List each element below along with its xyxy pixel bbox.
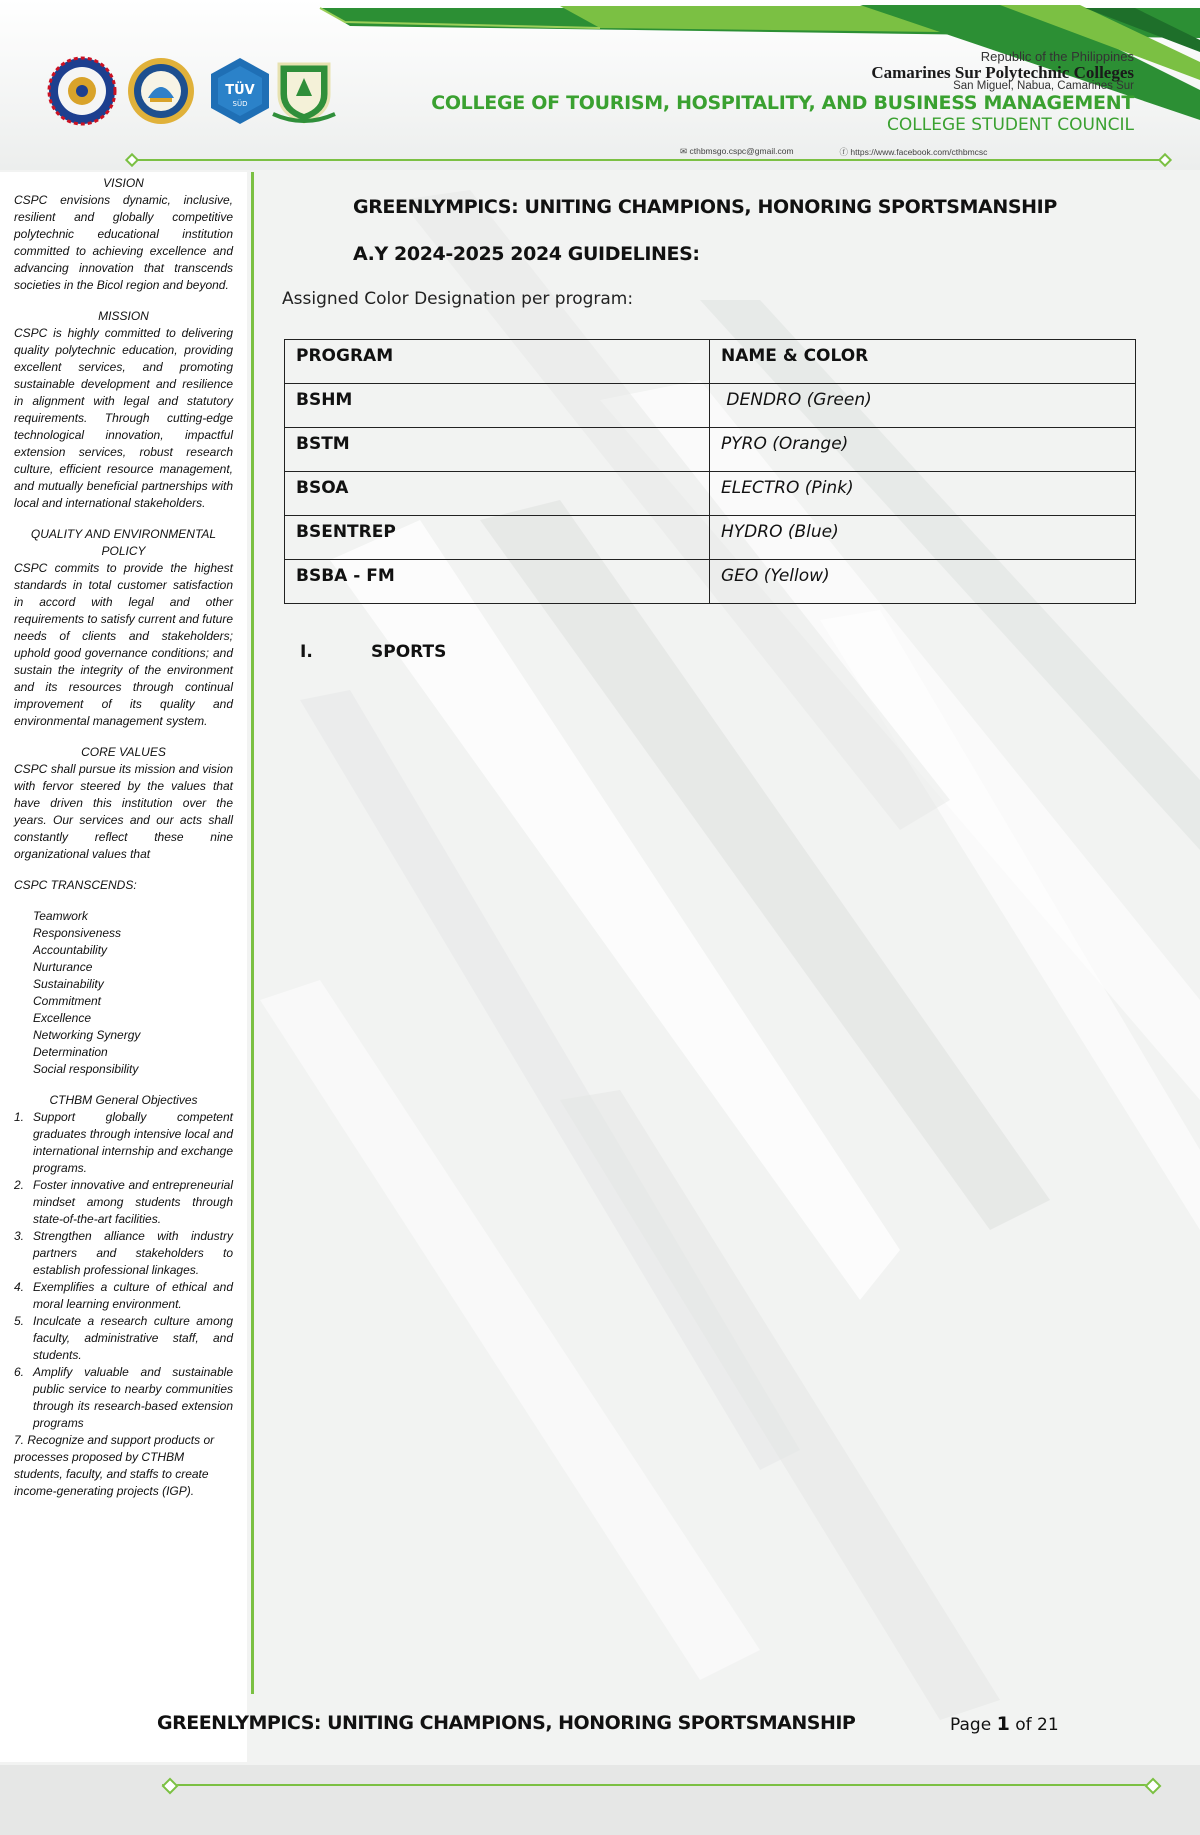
header-contacts — [680, 146, 1100, 158]
column-header-program: PROGRAM — [285, 340, 710, 384]
footer-divider — [162, 1784, 1157, 1786]
color-cell: HYDRO (Blue) — [710, 516, 1136, 560]
program-cell: BSTM — [285, 428, 710, 472]
college-shield-logo — [269, 56, 339, 126]
list-item: Responsiveness — [33, 926, 122, 940]
transcends-heading: CSPC TRANSCENDS: — [14, 878, 137, 892]
mission-heading: MISSION — [98, 309, 149, 323]
list-item: Nurturance — [33, 960, 93, 974]
list-item: 2. Foster innovative and entrepreneurial mindset among students through state-of-the-art facilities. — [14, 1178, 233, 1226]
current-page: 1 — [996, 1713, 1010, 1735]
header-school-name: Camarines Sur Polytechnic Colleges — [871, 63, 1134, 82]
list-item: Teamwork — [33, 909, 88, 923]
footer-title: GREENLYMPICS: UNITING CHAMPIONS, HONORING SPORTSMANSHIP — [157, 1712, 856, 1734]
list-item: Networking Synergy — [33, 1028, 141, 1042]
list-item: 3. Strengthen alliance with industry partners and stakeholders to establish professional linkages. — [14, 1229, 233, 1277]
header-college-name: COLLEGE OF TOURISM, HOSPITALITY, AND BUSINESS MANAGEMENT — [431, 92, 1134, 114]
sidebar-divider — [251, 172, 254, 1694]
header-address: San Miguel, Nabua, Camarines Sur — [953, 80, 1134, 92]
objectives-list — [14, 1109, 233, 1432]
core-values-heading: CORE VALUES — [81, 745, 166, 759]
section-title: SPORTS — [371, 642, 447, 662]
table-row — [285, 428, 1136, 472]
program-cell: BSENTREP — [285, 516, 710, 560]
table-row — [285, 516, 1136, 560]
facebook-icon: ⓕ — [839, 147, 851, 157]
sidebar-panel — [0, 172, 247, 1762]
values-list — [14, 908, 233, 1078]
color-cell: ELECTRO (Pink) — [710, 472, 1136, 516]
tuv-sud-certification-logo — [205, 56, 275, 126]
institution-seal-logo — [126, 56, 196, 126]
program-cell: BSBA - FM — [285, 560, 710, 604]
table-header-row — [285, 340, 1136, 384]
intro-text: Assigned Color Designation per program: — [282, 289, 634, 309]
table-row — [285, 560, 1136, 604]
table-row — [285, 472, 1136, 516]
program-cell: BSOA — [285, 472, 710, 516]
svg-text:SÜD: SÜD — [232, 100, 248, 108]
list-item: Commitment — [33, 994, 102, 1008]
mail-icon: ✉ — [680, 146, 690, 156]
total-pages: 21 — [1037, 1715, 1059, 1735]
header-council-name: COLLEGE STUDENT COUNCIL — [887, 115, 1134, 135]
table-row — [285, 384, 1136, 428]
vision-heading: VISION — [103, 176, 144, 190]
header-institution-block — [334, 50, 1134, 136]
header-facebook[interactable]: ⓕ https://www.facebook.com/cthbmcsc — [839, 147, 988, 157]
section-heading-sports — [300, 642, 446, 662]
header-email[interactable]: ✉ cthbmsgo.cspc@gmail.com — [680, 146, 794, 156]
list-item: 5. Inculcate a research culture among faculty, administrative staff, and students. — [14, 1314, 233, 1362]
list-item: Sustainability — [33, 977, 104, 991]
list-item: 6. Amplify valuable and sustainable public service to nearby communities through its research-based extension programs — [14, 1365, 233, 1430]
objective-7-text: 7. Recognize and support products or processes proposed by CTHBM students, faculty, and staffs to create income-generating projects (IGP). — [14, 1433, 215, 1498]
footer-page-number: Page 1 of 21 — [950, 1713, 1059, 1735]
list-item: Social responsibility — [33, 1062, 139, 1076]
list-item: Accountability — [33, 943, 108, 957]
seal-logo — [47, 56, 117, 126]
quality-policy-heading: QUALITY AND ENVIRONMENTAL POLICY — [30, 527, 217, 558]
color-cell: PYRO (Orange) — [710, 428, 1136, 472]
column-header-name-color: NAME & COLOR — [710, 340, 1136, 384]
mission-text: CSPC is highly committed to delivering quality polytechnic education, providing excellent services, and promoting sustainable development and resilience in alignment with legal and statutory requirements. Through cutting-edge technological innovation, impactful extension services, robust research culture, efficient resource management, and mutually beneficial partnerships with local and international stakeholders. — [14, 326, 233, 510]
list-item: Determination — [33, 1045, 108, 1059]
vision-text: CSPC envisions dynamic, inclusive, resilient and globally competitive polytechnic educational institution committed to achieving excellence and advancing innovation that transcends societies in the Bicol region and beyond. — [14, 193, 233, 292]
list-item: 1. Support globally competent graduates through intensive local and international internship and exchange programs. — [14, 1110, 233, 1175]
svg-text:TÜV: TÜV — [225, 83, 255, 98]
list-item: Excellence — [33, 1011, 92, 1025]
page-title: GREENLYMPICS: UNITING CHAMPIONS, HONORING SPORTSMANSHIP — [353, 196, 1057, 218]
program-cell: BSHM — [285, 384, 710, 428]
objectives-heading: CTHBM General Objectives — [49, 1093, 198, 1107]
header-republic: Republic of the Philippines — [980, 49, 1134, 64]
color-cell: DENDRO (Green) — [710, 384, 1136, 428]
list-item: 4. Exemplifies a culture of ethical and moral learning environment. — [14, 1280, 233, 1311]
core-values-text: CSPC shall pursue its mission and vision with fervor steered by the values that have driven this institution over the years. Our services and our acts shall constantly reflect these nine organizational values that — [14, 762, 233, 861]
program-color-table — [284, 339, 1136, 604]
section-number: I. — [300, 642, 313, 662]
quality-policy-text: CSPC commits to provide the highest standards in total customer satisfaction in accord with legal and other requirements to satisfy current and future needs of clients and stakeholders; uphold good governance conditions; and sustain the integrity of the environment and its resources through continual improvement of its quality and environmental management system. — [14, 561, 233, 728]
page-subtitle: A.Y 2024-2025 2024 GUIDELINES: — [353, 243, 700, 265]
color-cell: GEO (Yellow) — [710, 560, 1136, 604]
document-header — [0, 0, 1200, 170]
